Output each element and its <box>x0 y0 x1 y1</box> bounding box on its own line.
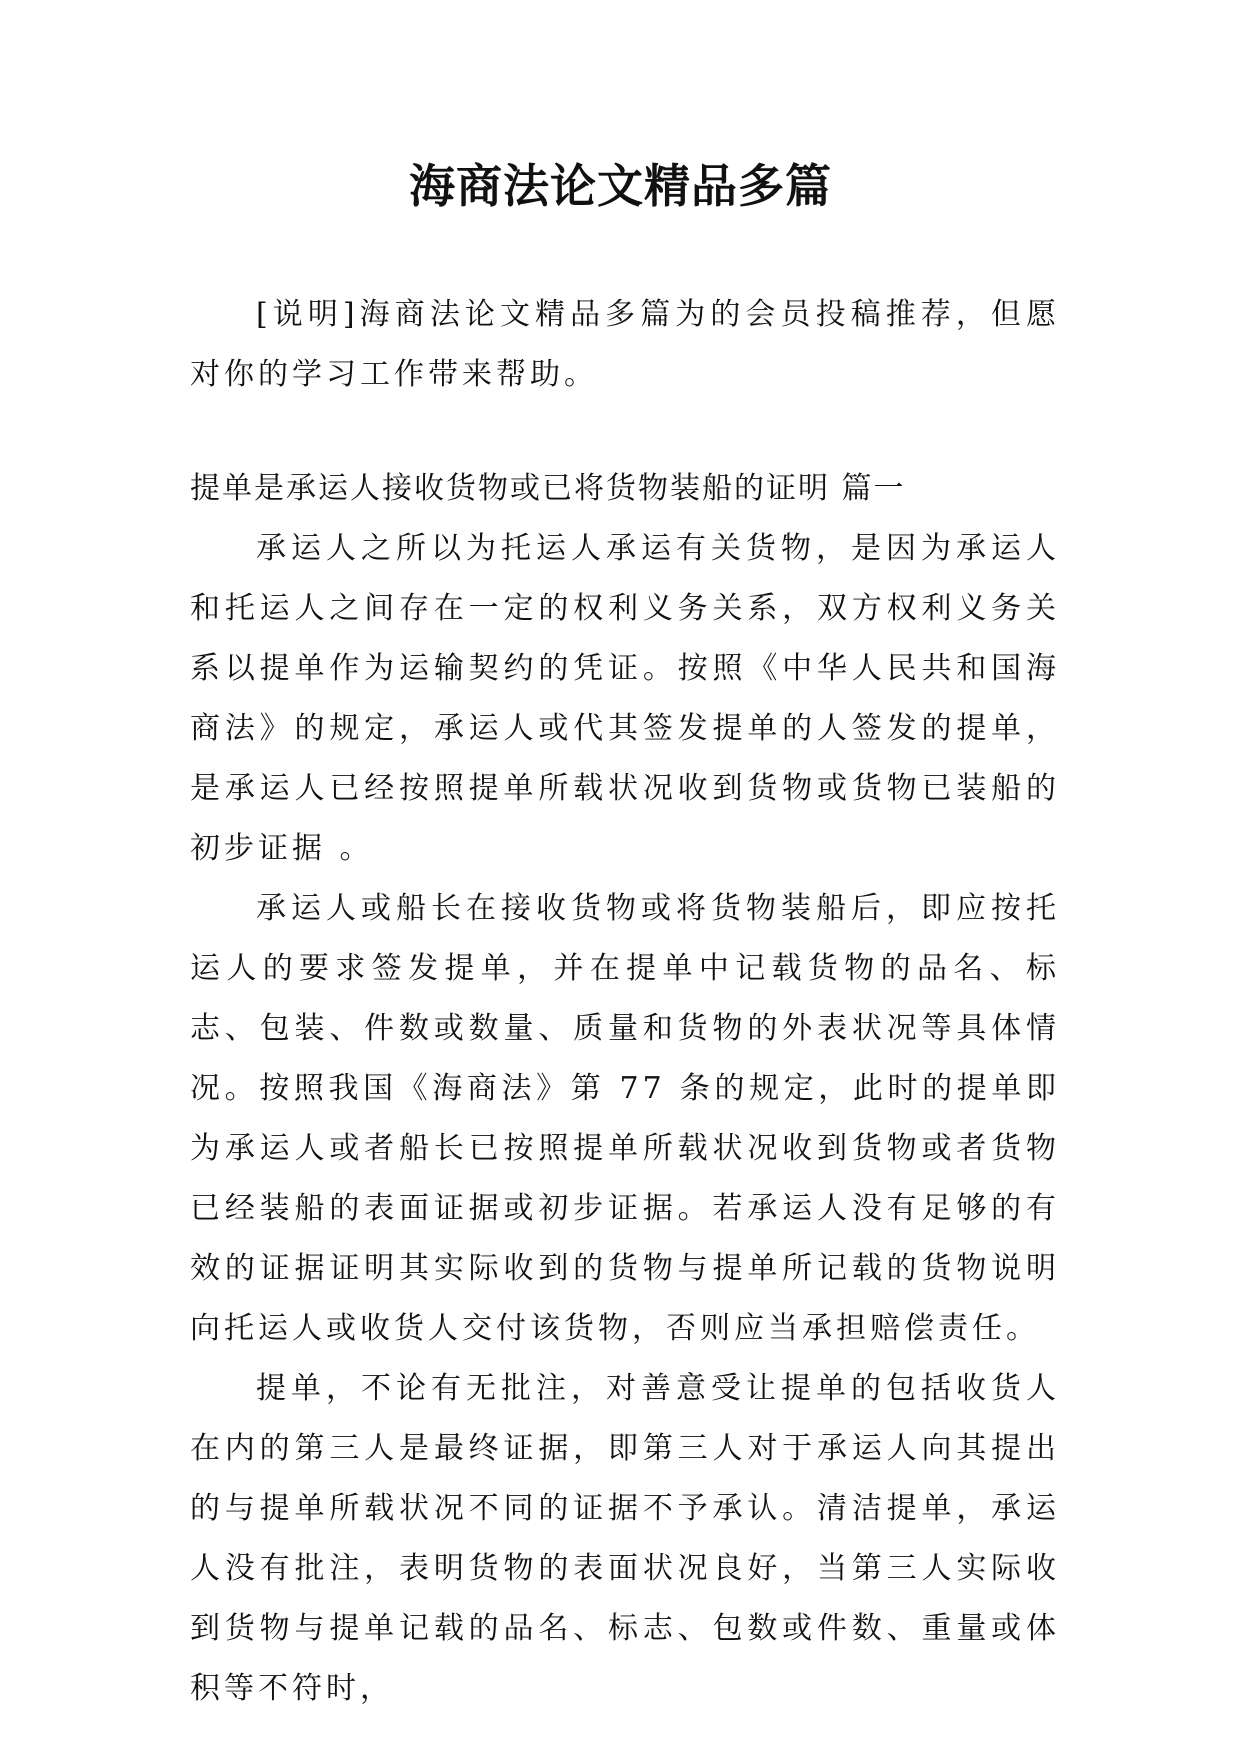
paragraph-3: 提单，不论有无批注，对善意受让提单的包括收货人在内的第三人是最终证据，即第三人对于承运人向其提出的与提单所载状况不同的证据不予承认。清洁提单，承运人没有批注，表明货物的表面状况良好，当第三人实际收到货物与提单记载的品名、标志、包数或件数、重量或体积等不符时， <box>190 1371 1060 1706</box>
intro-block <box>190 285 1060 405</box>
paragraph-1: 承运人之所以为托运人承运有关货物，是因为承运人和托运人之间存在一定的权利义务关系，双方权利义务关系以提单作为运输契约的凭证。按照《中华人民共和国海商法》的规定，承运人或代其签发提单的人签发的提单，是承运人已经按照提单所载状况收到货物或货物已装船的初步证据 。 <box>190 531 1060 866</box>
intro-paragraph: [说明]海商法论文精品多篇为的会员投稿推荐，但愿对你的学习工作带来帮助。 <box>190 297 1060 392</box>
section-content <box>190 519 1060 1719</box>
document-title: 海商法论文精品多篇 <box>409 159 832 213</box>
paragraph-2: 承运人或船长在接收货物或将货物装船后，即应按托运人的要求签发提单，并在提单中记载货物的品名、标志、包装、件数或数量、质量和货物的外表状况等具体情况。按照我国《海商法》第 77 条的规定，此时的提单即为承运人或者船长已按照提单所载状况收到货物或者货物已经装船的表面证据或初步证据。若承运人没有足够的有效的证据证明其实际收到的货物与提单所记载的货物说明向托运人或收货人交付该货物，否则应当承担赔偿责任。 <box>190 891 1060 1346</box>
section-heading: 提单是承运人接收货物或已将货物装船的证明 篇一 <box>190 471 906 506</box>
